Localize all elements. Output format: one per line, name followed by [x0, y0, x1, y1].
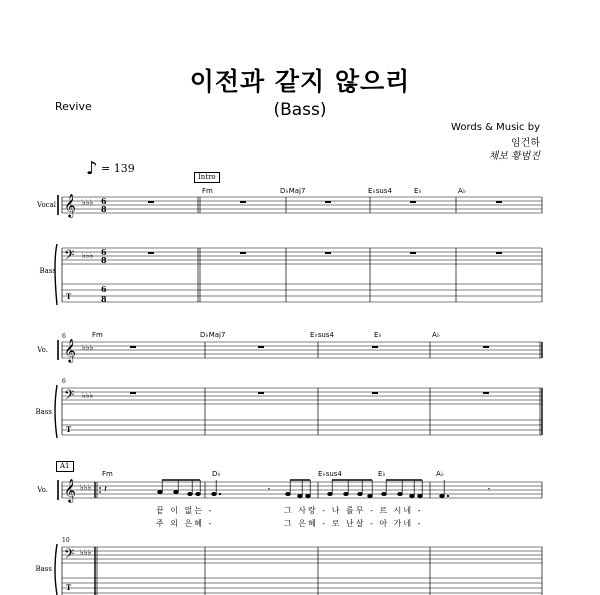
composer-name: 임건하: [511, 138, 540, 149]
svg-text:8: 8: [101, 204, 107, 214]
tab-clef-icon: T: [66, 583, 72, 592]
vocal-staff-label: Vocal: [37, 201, 56, 209]
bass-staff-label: Bass: [39, 267, 56, 275]
artist-name: Revive: [55, 100, 92, 113]
credit-line: Words & Music by: [451, 122, 540, 133]
svg-text:𝄽: 𝄽: [104, 484, 108, 495]
system-2-bass-staff: [62, 388, 542, 404]
system-1-tab-staff: [62, 284, 542, 302]
svg-text:♭♭♭: ♭♭♭: [82, 198, 94, 207]
treble-clef-icon: 𝄞: [64, 193, 76, 217]
vocal-staff-label: Vo.: [37, 486, 48, 494]
tab-clef-icon: T: [66, 292, 72, 301]
chord-symbol: E♭: [414, 187, 422, 195]
svg-text:♭♭♭: ♭♭♭: [82, 343, 94, 352]
system-3-melody: [104, 480, 490, 498]
system-3-tab-staff: [62, 578, 542, 593]
measure-number: 6: [62, 378, 66, 385]
chord-symbol: A♭: [432, 331, 441, 339]
bass-clef-icon: 𝄢: [64, 247, 75, 266]
chord-symbol: Fm: [202, 187, 213, 195]
system-3-bass-staff: [62, 547, 542, 563]
section-marker-a1: A1: [56, 461, 74, 472]
chord-symbol: A♭: [458, 187, 467, 195]
svg-text:8: 8: [101, 255, 107, 265]
svg-text:6: 6: [101, 196, 107, 206]
song-title: 이전과 같지 않으리: [189, 67, 411, 96]
svg-text:𝄾: 𝄾: [268, 485, 271, 494]
tab-clef-icon: T: [66, 425, 72, 434]
system-1-bass-staff: [62, 248, 542, 264]
tempo-value: = 139: [101, 162, 135, 175]
bass-clef-icon: 𝄢: [64, 546, 75, 565]
system-2-tab-staff: [62, 420, 542, 435]
vocal-staff-label: Vo.: [37, 346, 48, 354]
lyric-verse-2: 그 은혜 - 로 난살 - 아 가네 -: [284, 519, 423, 528]
chord-symbol: D♭Maj7: [200, 331, 226, 339]
svg-text:8: 8: [101, 294, 107, 304]
treble-clef-icon: 𝄞: [64, 338, 76, 362]
bass-staff-label: Bass: [35, 408, 52, 416]
chord-symbol: E♭sus4: [318, 470, 342, 478]
song-subtitle: (Bass): [273, 100, 327, 120]
lyric-verse-1: 그 사랑 - 나 를무 - 르 시네 -: [284, 506, 423, 515]
eighth-note-icon: ♪: [86, 158, 98, 179]
svg-text:♭♭♭: ♭♭♭: [82, 251, 94, 260]
chord-symbol: E♭sus4: [368, 187, 392, 195]
lyric-verse-1: 끝 이 없는 -: [156, 506, 214, 515]
bass-staff-label: Bass: [35, 565, 52, 573]
svg-text:6: 6: [101, 284, 107, 294]
bass-clef-icon: 𝄢: [64, 387, 75, 406]
section-marker-intro: Intro: [194, 172, 220, 183]
svg-text:♭♭♭: ♭♭♭: [82, 391, 94, 400]
svg-text:♭♭♭: ♭♭♭: [80, 483, 92, 492]
chord-symbol: A♭: [436, 470, 445, 478]
svg-text:6: 6: [101, 247, 107, 257]
treble-clef-icon: 𝄞: [64, 478, 76, 502]
chord-symbol: D♭: [212, 470, 221, 478]
measure-number: 6: [62, 333, 66, 340]
chord-symbol: E♭: [374, 331, 382, 339]
chord-symbol: Fm: [92, 331, 103, 339]
chord-symbol: E♭: [378, 470, 386, 478]
system-1-vocal-staff: [62, 197, 542, 213]
chord-symbol: D♭Maj7: [280, 187, 306, 195]
chord-symbol: E♭sus4: [310, 331, 334, 339]
transcriber-name: 채보 황범진: [488, 151, 540, 162]
svg-text:♭♭♭: ♭♭♭: [80, 548, 92, 557]
system-2-vocal-staff: [62, 342, 542, 358]
svg-text:𝄾: 𝄾: [488, 485, 491, 494]
chord-symbol: Fm: [102, 470, 113, 478]
lyric-verse-2: 주 의 은혜 -: [156, 519, 214, 528]
measure-number: 10: [62, 537, 70, 544]
